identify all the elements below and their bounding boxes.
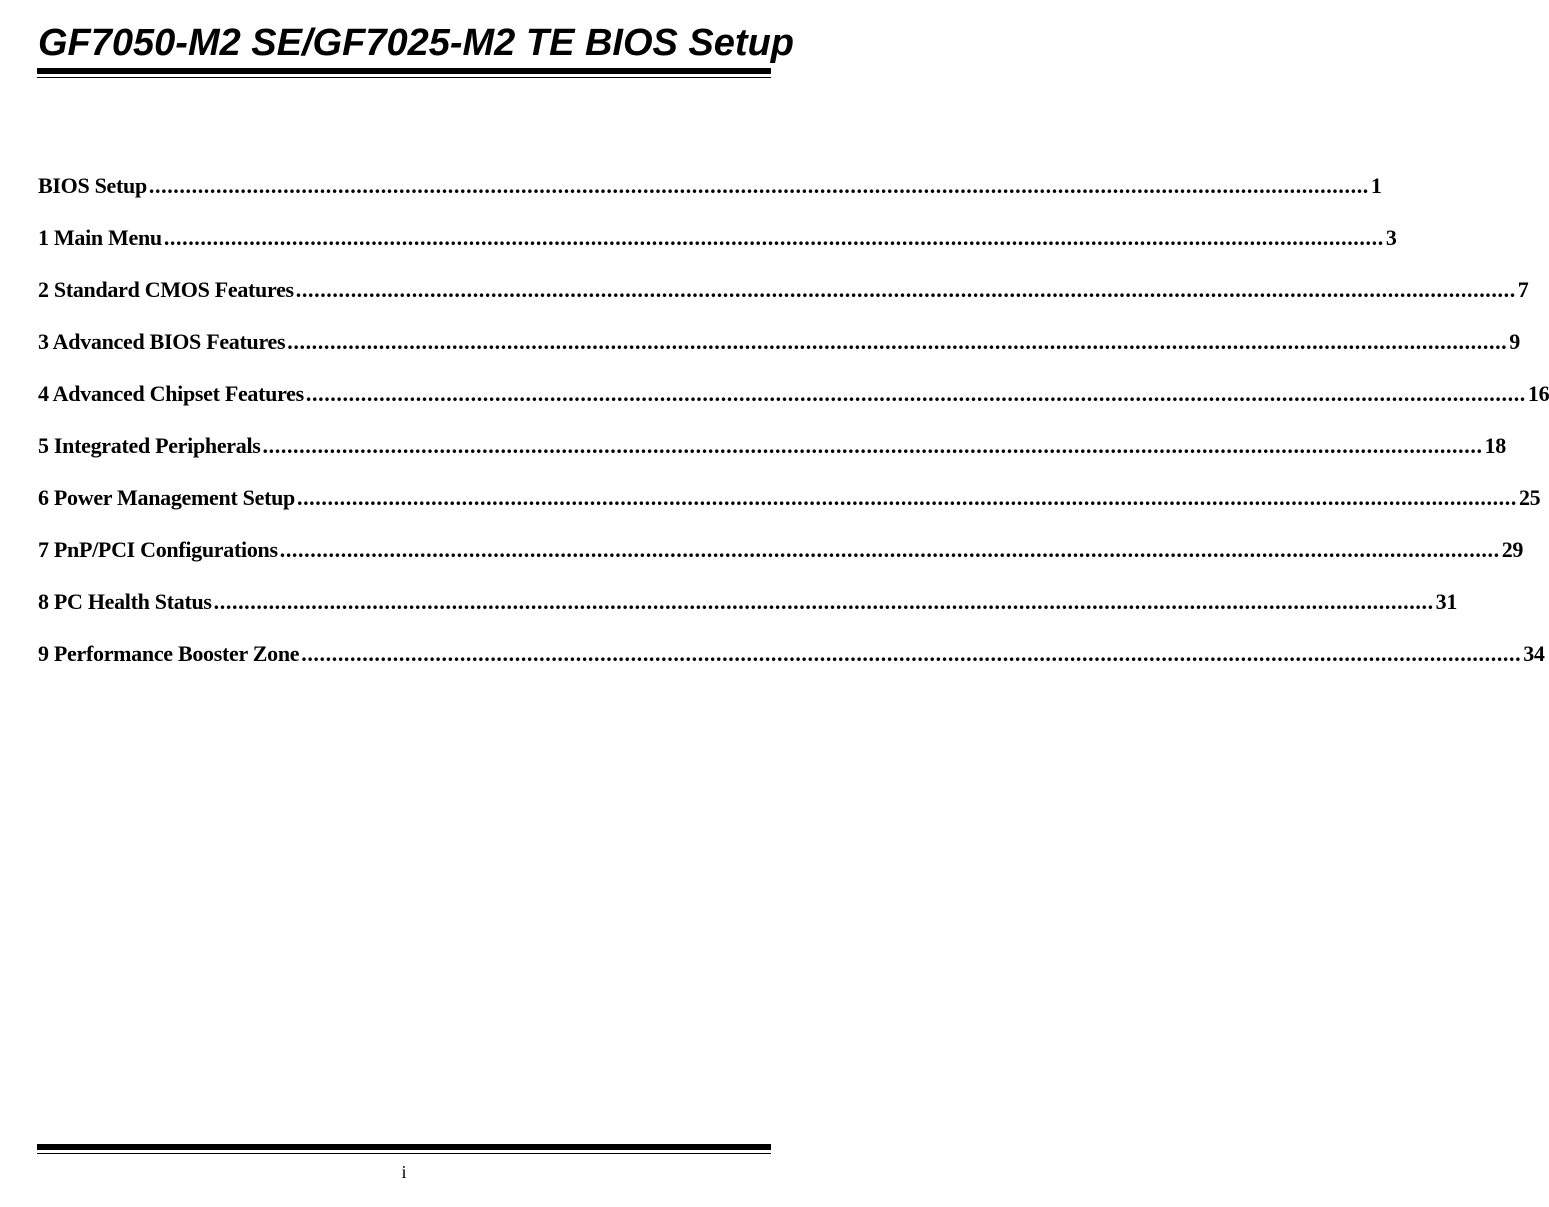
toc-entry-label: 6 Power Management Setup (38, 485, 295, 510)
toc-entry-label: 4 Advanced Chipset Features (38, 381, 304, 406)
toc-leader-dots: ........................................................................................................................................................................................................ (295, 277, 1516, 302)
toc-entry-label: 7 PnP/PCI Configurations (38, 537, 278, 562)
toc-entry-label: 2 Standard CMOS Features (38, 277, 294, 302)
toc-entry-label: 9 Performance Booster Zone (38, 641, 300, 666)
toc-entry-page: 16 (1527, 381, 1549, 406)
toc-entry-page: 31 (1435, 589, 1458, 614)
footer-rule-thick (37, 1144, 771, 1150)
toc-leader-dots: ........................................................................................................................................................................................................ (279, 537, 1500, 562)
toc-entry-label: 3 Advanced BIOS Features (38, 329, 286, 354)
toc-entry-advanced-bios-features[interactable] (38, 326, 1520, 378)
toc-entry-page: 7 (1517, 277, 1529, 302)
toc-entry-performance-booster-zone[interactable] (38, 638, 1545, 690)
toc-leader-dots: ........................................................................................................................................................................................................ (262, 433, 1483, 458)
toc-entry-integrated-peripherals[interactable] (38, 430, 1506, 482)
toc-entry-power-management-setup[interactable] (38, 482, 1541, 534)
toc-entry-label: 5 Integrated Peripherals (38, 433, 261, 458)
toc-entry-page: 29 (1501, 537, 1524, 562)
toc-leader-dots: ........................................................................................................................................................................................................ (296, 485, 1517, 510)
toc-leader-dots: ........................................................................................................................................................................................................ (213, 589, 1434, 614)
toc-entry-pc-health-status[interactable] (38, 586, 1458, 638)
toc-entry-label: 8 PC Health Status (38, 589, 212, 614)
toc-leader-dots: ........................................................................................................................................................................................................ (148, 173, 1369, 198)
toc-leader-dots: ........................................................................................................................................................................................................ (305, 381, 1526, 406)
toc-entry-page: 25 (1518, 485, 1541, 510)
toc-leader-dots: ........................................................................................................................................................................................................ (301, 641, 1522, 666)
toc-entry-advanced-chipset-features[interactable] (38, 378, 1549, 430)
page-number: i (401, 1162, 407, 1182)
toc-entry-page: 9 (1509, 329, 1520, 354)
toc-entry-main-menu[interactable] (38, 222, 1397, 274)
footer-rule-thin (37, 1153, 771, 1154)
header-rule-thin (37, 77, 771, 78)
toc-leader-dots: ........................................................................................................................................................................................................ (163, 225, 1384, 250)
toc-entry-page: 18 (1484, 433, 1506, 458)
toc-entry-bios-setup[interactable] (38, 170, 1382, 222)
toc-leader-dots: ........................................................................................................................................................................................................ (287, 329, 1508, 354)
toc-entry-page: 3 (1385, 225, 1397, 250)
header-rule-thick (37, 68, 771, 74)
page-title: GF7050-M2 SE/GF7025-M2 TE BIOS Setup (38, 22, 794, 64)
toc-entry-label: BIOS Setup (38, 173, 147, 198)
toc-entry-pnp-pci-configurations[interactable] (38, 534, 1524, 586)
toc-entry-label: 1 Main Menu (38, 225, 162, 250)
table-of-contents (38, 170, 1549, 690)
toc-entry-page: 1 (1370, 173, 1382, 198)
toc-entry-page: 34 (1523, 641, 1545, 666)
toc-entry-standard-cmos-features[interactable] (38, 274, 1529, 326)
